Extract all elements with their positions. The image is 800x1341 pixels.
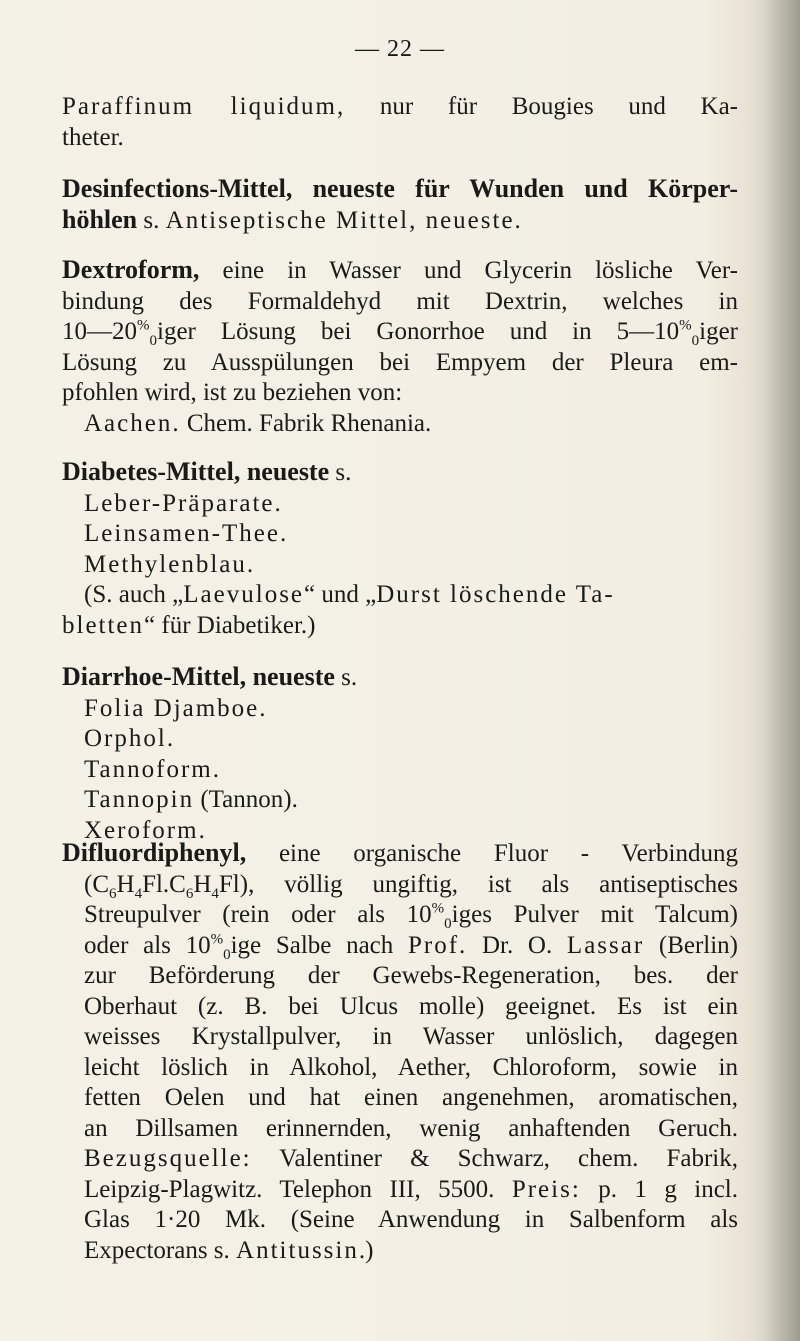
entry-line	[62, 1144, 738, 1175]
text: %	[137, 317, 150, 334]
text: Leipzig-Plagwitz. Telephon III, 5500.	[84, 1175, 512, 1203]
text: 6	[185, 885, 194, 902]
text: s.	[334, 664, 358, 691]
list-item: Tannoform.	[84, 755, 221, 783]
list-item	[62, 785, 738, 816]
text: 6	[109, 885, 117, 902]
entry-line: zur Beförderung der Gewebs-Regeneration, bes. der	[84, 962, 738, 989]
page-edge-shadow	[764, 0, 800, 1341]
list-item: Orphol.	[84, 725, 176, 752]
text: ige Salbe nach	[230, 931, 408, 959]
text: eine in Wasser und Glycerin lösliche Ver-	[199, 257, 738, 284]
person-name: Lassar	[566, 931, 645, 959]
text: Fl.C	[142, 870, 186, 898]
text: Antitussin	[236, 1236, 359, 1264]
entry-line	[62, 611, 738, 642]
headword-diarrhoe: Diarrhoe-Mittel, neueste	[62, 662, 335, 691]
text: (Tannon).	[194, 786, 298, 813]
entry-line	[62, 838, 738, 870]
text: 0	[223, 946, 231, 963]
text: (Berlin)	[644, 931, 739, 959]
text: 0	[444, 916, 452, 932]
entry-line	[62, 1175, 738, 1206]
text: Streupulver (rein oder als 10	[84, 901, 432, 928]
text: “ für Diabetiker.)	[144, 611, 316, 639]
entry-line	[62, 870, 738, 901]
entry-diarrhoe	[62, 662, 738, 846]
text: H	[116, 870, 135, 898]
entry-line: an Dillsamen erinnernden, wenig anhaftenden Geruch.	[84, 1114, 738, 1142]
text: Valentiner & Schwarz, chem. Fabrik,	[251, 1145, 738, 1172]
list-item: Xeroform.	[84, 816, 207, 844]
entry-diabetes	[62, 457, 738, 641]
text: 4	[134, 885, 143, 902]
text: Durst löschende Ta-	[376, 581, 615, 608]
entry-line: weisses Krystallpulver, in Wasser unlöslich, dagegen	[84, 1023, 738, 1050]
entry-line: theter.	[62, 123, 124, 151]
entry-dextroform	[62, 255, 738, 439]
text: %	[679, 317, 692, 334]
text: s.	[137, 206, 166, 234]
text: iger	[699, 318, 738, 345]
entry-line	[62, 205, 738, 237]
text: 10—20	[62, 318, 137, 345]
entry-difluordiphenyl	[62, 838, 738, 1266]
text: iger Lösung bei Gonorrhoe und in 5—10	[157, 318, 680, 345]
entry-line	[62, 1236, 738, 1267]
text: H	[193, 870, 212, 898]
text: s.	[329, 459, 352, 486]
cross-reference: Antiseptische Mittel, neueste.	[165, 206, 523, 234]
term-paraffinum: Paraffinum liquidum,	[62, 93, 346, 120]
text: p. 1 g incl.	[580, 1175, 738, 1203]
text: Chem. Fabrik Rhenania.	[180, 409, 432, 437]
list-item: Leber-Präparate.	[84, 489, 283, 517]
text: Fl),	[218, 870, 255, 898]
headword-desinfection: Desinfections-Mittel, neueste für Wunden und Körper-	[62, 174, 738, 203]
entry-line: bindung des Formaldehyd mit Dextrin, welches in	[62, 287, 738, 315]
text: %	[431, 900, 445, 917]
entry-line	[62, 409, 738, 440]
entry-line	[62, 317, 738, 348]
text: 0	[149, 333, 157, 349]
list-item: Methylenblau.	[84, 550, 256, 578]
entry-line	[62, 457, 738, 489]
entry-line	[62, 255, 738, 287]
entry-line	[62, 900, 738, 931]
text: Expectorans s.	[84, 1236, 237, 1264]
text: Tannopin	[84, 786, 195, 813]
entry-line: fetten Oelen und hat einen angenehmen, aromatischen,	[84, 1084, 738, 1111]
text: völlig ungiftig, ist als antiseptisches	[254, 870, 738, 898]
text: .)	[358, 1236, 374, 1264]
list-item: Folia Djamboe.	[84, 694, 268, 722]
text: iges Pulver mit Talcum)	[451, 901, 738, 928]
entry-line: Lösung zu Ausspülungen bei Empyem der Pleura em-	[62, 348, 738, 376]
headword-difluordiphenyl: Difluordiphenyl,	[62, 838, 247, 867]
entry-line: Oberhaut (z. B. bei Ulcus molle) geeignet. Es ist ein	[84, 992, 738, 1020]
text: Prof.	[407, 931, 468, 959]
text: %	[210, 931, 224, 948]
text: Preis:	[511, 1175, 581, 1203]
entry-line: Glas 1·20 Mk. (Seine Anwendung in Salbenform als	[84, 1206, 738, 1233]
text: oder als 10	[84, 931, 211, 959]
entry-line	[62, 92, 738, 123]
text: bletten	[62, 611, 145, 639]
text: Dr. O.	[467, 931, 567, 959]
place-name: Aachen.	[84, 409, 181, 437]
text: Laevulose	[183, 581, 305, 608]
text: (C	[84, 870, 109, 898]
headword-dextroform: Dextroform,	[62, 255, 200, 284]
text: 0	[691, 333, 700, 349]
list-item: Leinsamen-Thee.	[84, 520, 289, 547]
entry-desinfection	[62, 174, 738, 236]
page-number: — 22 —	[355, 36, 445, 62]
text: (S. auch „	[84, 581, 184, 608]
text: Bezugsquelle:	[84, 1145, 252, 1172]
text: nur für Bougies und Ka-	[345, 93, 739, 120]
entry-line	[62, 931, 738, 962]
entry-line: pfohlen wird, ist zu beziehen von:	[62, 379, 403, 406]
chemical-formula	[84, 870, 255, 902]
entry-paraffinum	[62, 92, 738, 153]
headword-desinfection-cont: höhlen	[62, 204, 138, 234]
text: 4	[211, 885, 219, 902]
text: “ und „	[304, 581, 377, 608]
entry-line	[62, 580, 738, 611]
text: eine organische Fluor - Verbindung	[246, 840, 738, 867]
entry-line	[62, 662, 738, 694]
entry-line: leicht löslich in Alkohol, Aether, Chloroform, sowie in	[84, 1053, 738, 1081]
headword-diabetes: Diabetes-Mittel, neueste	[62, 457, 330, 486]
